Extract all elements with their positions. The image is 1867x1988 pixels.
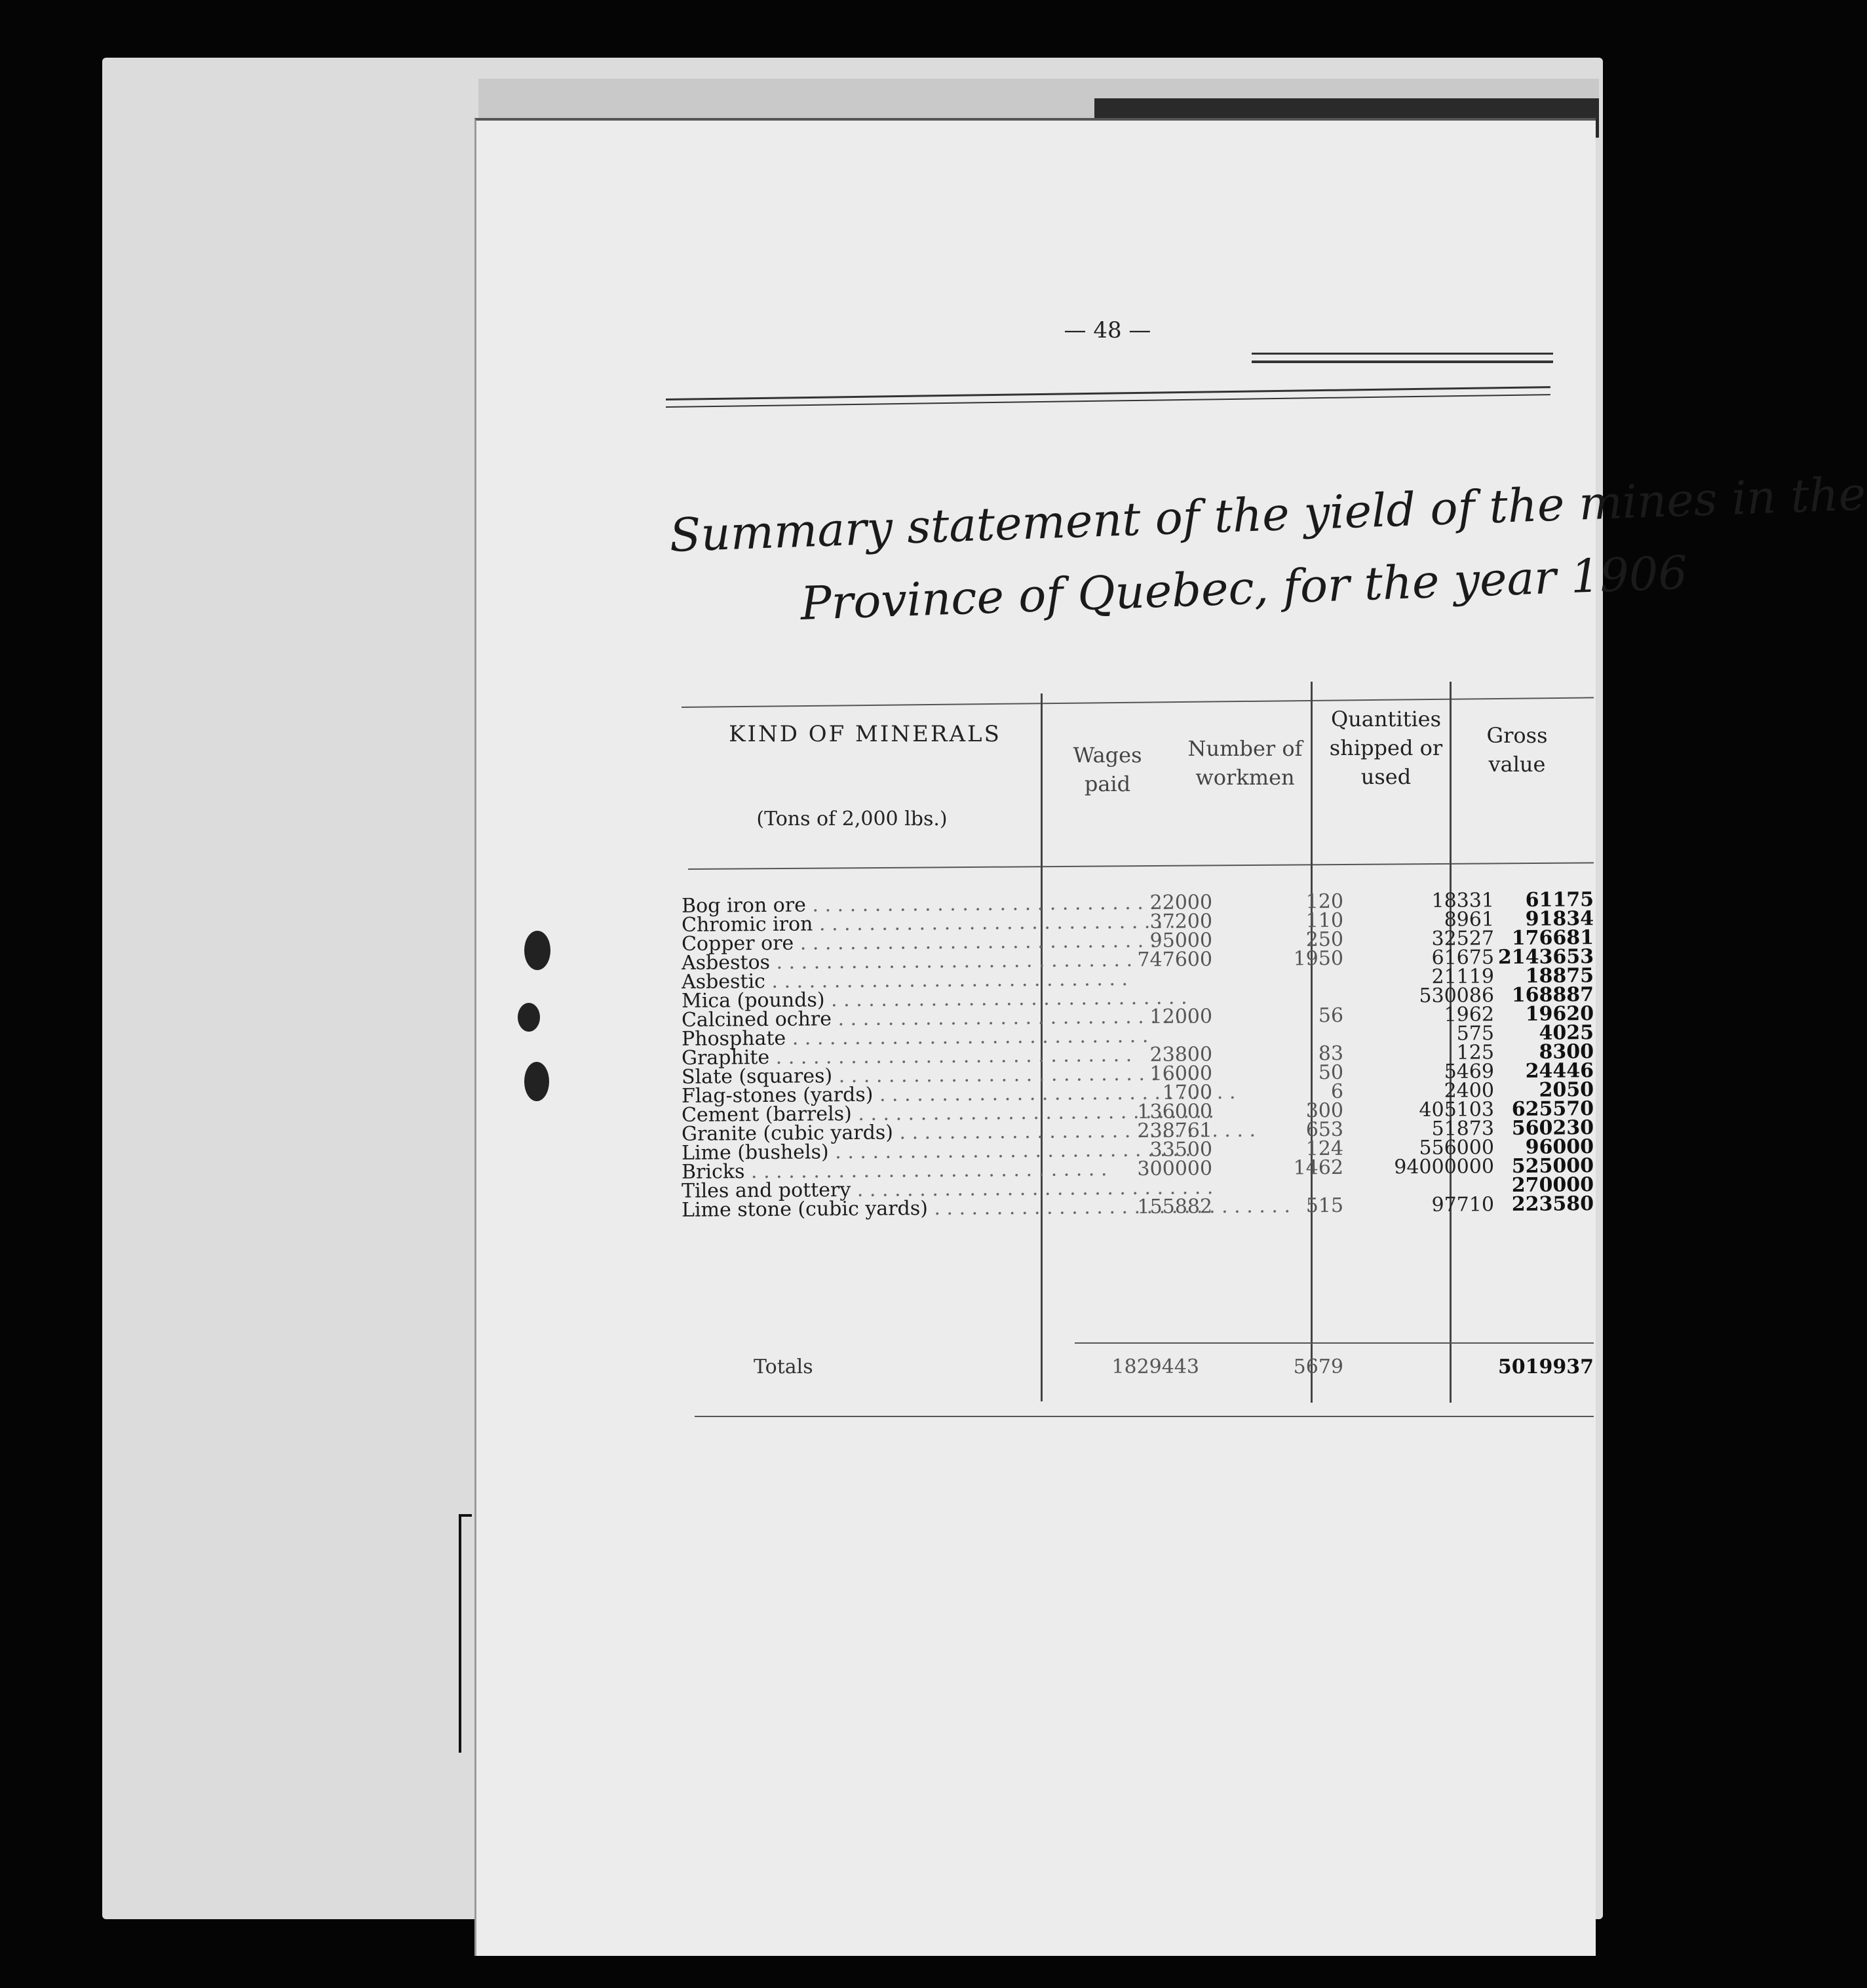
mineral-name: Chromic iron . . . [682, 911, 1055, 937]
quantity-cell: 575 [1456, 1022, 1495, 1045]
gross-value-cell: 176681 [1511, 926, 1594, 950]
workmen-cell: 250 [1305, 927, 1344, 952]
mineral-name: Phosphate . . . [682, 1025, 1055, 1051]
gross-value-cell: 560230 [1511, 1116, 1594, 1140]
page-number: — 48 — [1064, 317, 1151, 343]
mineral-name: Copper ore . . . [682, 930, 1055, 956]
workmen-cell: 6 [1330, 1080, 1344, 1103]
gross-value-cell: 18875 [1525, 964, 1594, 988]
gross-value-cell: 24446 [1525, 1059, 1594, 1083]
totals-workmen: 5679 [1293, 1355, 1343, 1378]
mineral-name: Asbestic . . . [682, 968, 1055, 994]
quantity-cell: 51873 [1431, 1117, 1495, 1140]
quantity-cell: 97710 [1431, 1193, 1495, 1217]
wages-cell: 22000 [1149, 891, 1213, 914]
totals-label: Totals [754, 1355, 813, 1378]
quantity-cell: 1962 [1444, 1003, 1495, 1026]
mineral-name: Asbestos . . . [682, 949, 1055, 975]
workmen-cell: 515 [1305, 1194, 1344, 1218]
mineral-name: Lime stone (cubic yards) . . . [682, 1196, 1055, 1222]
header-gross-value: Gross value [1486, 723, 1548, 777]
mineral-name: Slate (squares) . . . [682, 1063, 1055, 1089]
mineral-name: Bricks . . . [682, 1158, 1055, 1184]
title-line-1: Summary statement of the yield of the mines in the [668, 467, 1867, 562]
margin-bracket [459, 1514, 472, 1753]
document-title [668, 467, 1867, 634]
mineral-name: Flag-stones (yards) . . . [682, 1082, 1055, 1108]
wages-cell: 238761 [1137, 1119, 1213, 1143]
quantity-cell: 8961 [1444, 908, 1495, 931]
gross-value-cell: 525000 [1511, 1154, 1594, 1179]
mineral-name: Bog iron ore . . . [682, 892, 1055, 918]
workmen-cell [1212, 985, 1343, 986]
wages-cell: 12000 [1149, 1005, 1213, 1028]
quantity-cell: 2400 [1444, 1079, 1495, 1102]
wages-cell: 155882 [1137, 1195, 1213, 1219]
mineral-name: Graphite . . . [682, 1044, 1055, 1070]
quantity-cell: 530086 [1419, 984, 1495, 1008]
quantity-cell: 405103 [1419, 1098, 1495, 1122]
title-line-2: Province of Quebec, for the year 1906 [799, 545, 1689, 631]
wages-cell: 37200 [1149, 910, 1213, 933]
mineral-name: Cement (barrels) . . . [682, 1101, 1055, 1127]
quantity-cell: 32527 [1431, 927, 1495, 950]
workmen-cell: 1462 [1293, 1156, 1344, 1180]
gross-value-cell: 91834 [1525, 907, 1594, 931]
mineral-name: Granite (cubic yards) . . . [682, 1120, 1055, 1146]
wages-cell: 136000 [1137, 1100, 1213, 1124]
header-rule-top [1252, 353, 1553, 355]
workmen-cell: 653 [1305, 1118, 1344, 1142]
workmen-cell [1212, 1023, 1343, 1024]
ink-spot [524, 931, 550, 970]
quantity-cell: 5469 [1444, 1060, 1495, 1083]
totals-gross: 5019937 [1497, 1355, 1594, 1378]
mineral-name: Mica (pounds) . . . [682, 987, 1055, 1013]
gross-value-cell: 168887 [1511, 983, 1594, 1007]
mineral-name: Calcined ochre . . . [682, 1006, 1055, 1032]
workmen-cell: 1950 [1293, 946, 1344, 971]
gross-value-cell: 4025 [1539, 1021, 1594, 1045]
header-number-of-workmen: Number of workmen [1187, 736, 1303, 790]
workmen-cell: 50 [1318, 1061, 1344, 1085]
wages-cell: 747600 [1137, 948, 1213, 972]
quantity-cell: 125 [1456, 1041, 1495, 1064]
workmen-cell: 56 [1318, 1004, 1344, 1028]
wages-cell: 1700 [1162, 1081, 1213, 1104]
gross-value-cell: 96000 [1525, 1135, 1594, 1159]
table-bottom-rule [695, 1416, 1594, 1417]
gross-value-cell: 61175 [1525, 888, 1594, 912]
workmen-cell: 300 [1305, 1099, 1344, 1123]
gross-value-cell: 2050 [1539, 1078, 1594, 1102]
quantity-cell: 94000000 [1394, 1155, 1495, 1179]
ink-spot [524, 1062, 549, 1101]
minerals-table-body [681, 888, 1594, 1222]
header-kind-of-minerals: KIND OF MINERALS [729, 721, 1001, 747]
gross-value-cell: 625570 [1511, 1097, 1594, 1121]
workmen-cell [1212, 1175, 1343, 1176]
header-rule-mid [1252, 361, 1553, 363]
wages-cell: 95000 [1149, 929, 1213, 952]
workmen-cell: 124 [1305, 1137, 1344, 1161]
workmen-cell: 120 [1305, 889, 1344, 914]
gross-value-cell: 8300 [1539, 1040, 1594, 1064]
gross-value-cell: 19620 [1525, 1002, 1594, 1026]
gross-value-cell: 2143653 [1497, 945, 1594, 969]
wages-cell: 16000 [1149, 1062, 1213, 1085]
quantity-cell: 18331 [1431, 889, 1495, 912]
gross-value-cell: 270000 [1511, 1173, 1594, 1198]
totals-wages: 1829443 [1111, 1355, 1199, 1378]
header-tons-note: (Tons of 2,000 lbs.) [756, 808, 948, 830]
gross-value-cell: 223580 [1511, 1192, 1594, 1217]
header-quantities-shipped: Quantities shipped or used [1329, 707, 1443, 789]
mineral-name: Lime (bushels) . . . [682, 1139, 1055, 1165]
wages-cell: 300000 [1137, 1157, 1213, 1181]
quantity-cell: 21119 [1431, 965, 1495, 988]
workmen-cell: 83 [1318, 1042, 1344, 1066]
wages-cell: 23800 [1149, 1043, 1213, 1066]
mineral-name: Tiles and pottery . . . [682, 1177, 1055, 1203]
quantity-cell: 556000 [1419, 1136, 1495, 1160]
ink-spot [518, 1003, 540, 1032]
totals-rule [1075, 1342, 1594, 1344]
header-wages-paid: Wages paid [1073, 743, 1142, 796]
quantity-cell: 61675 [1431, 946, 1495, 969]
workmen-cell [1212, 966, 1343, 967]
wages-cell: 33500 [1149, 1138, 1213, 1161]
workmen-cell: 110 [1305, 908, 1344, 933]
